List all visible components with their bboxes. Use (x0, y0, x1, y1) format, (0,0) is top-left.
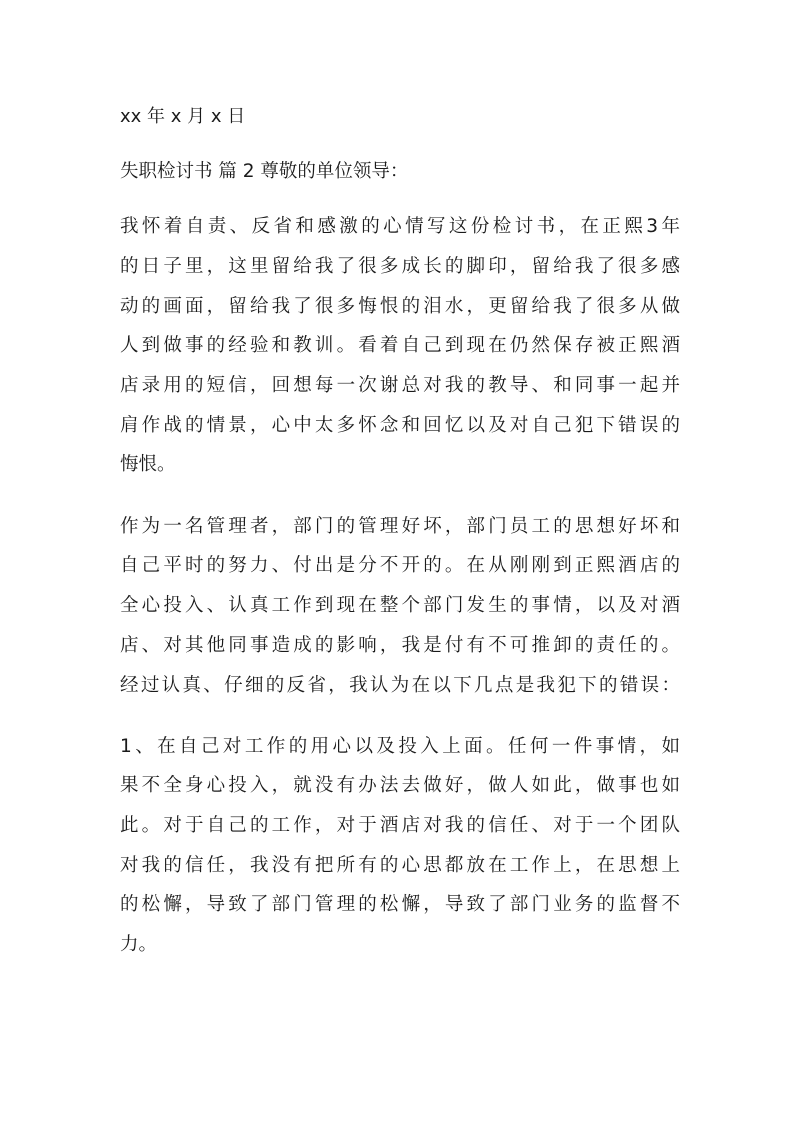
document-date: xx 年 x 月 x 日 (120, 106, 246, 127)
paragraph-line: 的松懈，导致了部门管理的松懈，导致了部门业务的监督不 (120, 894, 680, 915)
paragraph-line: 果不全身心投入，就没有办法去做好，做人如此，做事也如 (120, 775, 680, 796)
paragraph-line: 此。对于自己的工作，对于酒店对我的信任、对于一个团队 (120, 815, 680, 836)
paragraph-line: 人到做事的经验和教训。看着自己到现在仍然保存被正熙酒 (120, 335, 680, 356)
paragraph-line: 力。 (120, 934, 158, 955)
paragraph-line: 店录用的短信，回想每一次谢总对我的教导、和同事一起并 (120, 375, 680, 396)
paragraph-line: 肩作战的情景，心中太多怀念和回忆以及对自己犯下错误的 (120, 415, 680, 436)
paragraph-line: 1、在自己对工作的用心以及投入上面。任何一件事情，如 (120, 736, 680, 757)
paragraph-line: 的日子里，这里留给我了很多成长的脚印，留给我了很多感 (120, 256, 680, 277)
paragraph-line: 我怀着自责、反省和感激的心情写这份检讨书，在正熙3年 (120, 216, 680, 237)
paragraph-line: 作为一名管理者，部门的管理好坏，部门员工的思想好坏和 (120, 516, 680, 537)
paragraph-line: 店、对其他同事造成的影响，我是付有不可推卸的责任的。 (120, 635, 680, 656)
document-heading: 失职检讨书 篇 2 尊敬的单位领导： (120, 161, 409, 182)
paragraph-line: 悔恨。 (120, 454, 176, 475)
paragraph-line: 全心投入、认真工作到现在整个部门发生的事情，以及对酒 (120, 595, 680, 616)
paragraph-line: 对我的信任，我没有把所有的心思都放在工作上，在思想上 (120, 855, 680, 876)
paragraph-line: 动的画面，留给我了很多悔恨的泪水，更留给我了很多从做 (120, 296, 680, 317)
paragraph-line: 自己平时的努力、付出是分不开的。在从刚刚到正熙酒店的 (120, 555, 680, 576)
paragraph-line: 经过认真、仔细的反省，我认为在以下几点是我犯下的错误： (120, 675, 680, 696)
